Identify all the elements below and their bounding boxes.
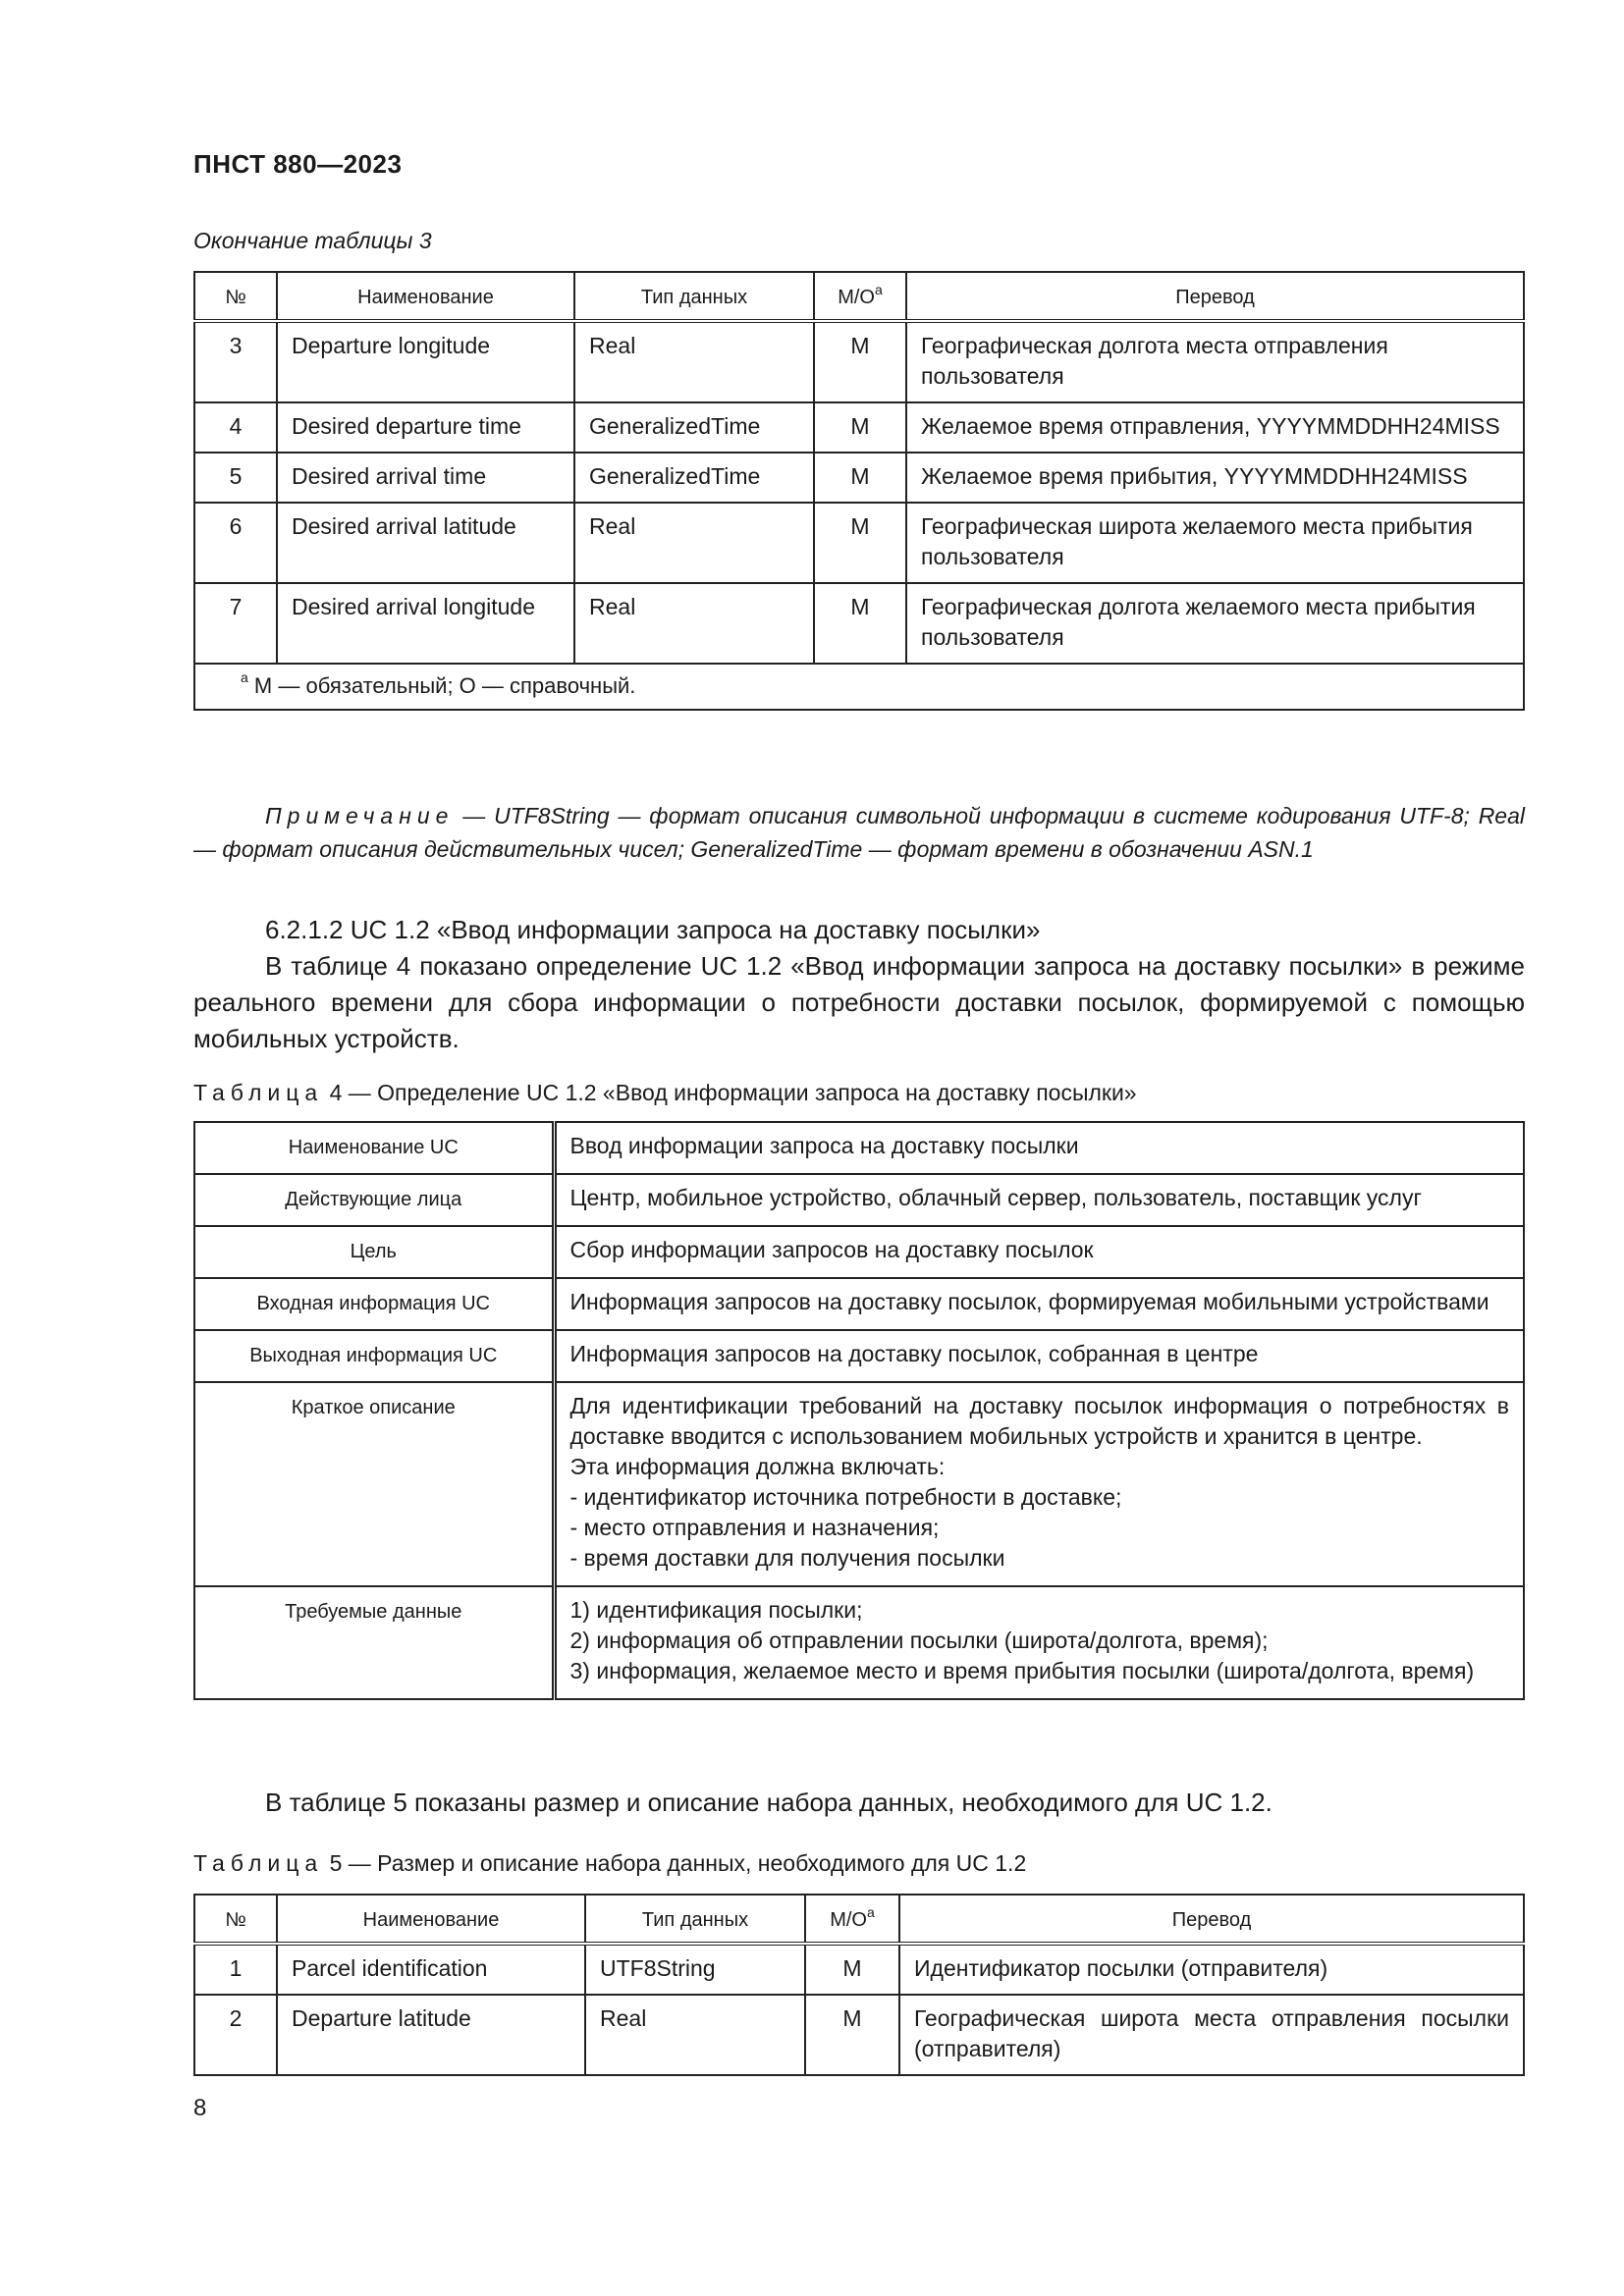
table-row: 5 Desired arrival time GeneralizedTime M Желаемое время прибытия, YYYYMMDDHH24MISS: [194, 453, 1524, 503]
table-row: Требуемые данные 1) идентификация посылки; 2) информация об отправлении посылки (широта/долгота, время); 3) информация, желаемое место и время прибытия посылки (широта/долгота, время): [194, 1586, 1524, 1699]
table-row: Действующие лица Центр, мобильное устройство, облачный сервер, пользователь, поставщик услуг: [194, 1174, 1524, 1226]
col-type: Тип данных: [574, 272, 814, 321]
document-code: ПНСТ 880—2023: [193, 149, 403, 179]
col-number: №: [194, 272, 277, 321]
table-row: Цель Сбор информации запросов на доставку посылок: [194, 1226, 1524, 1278]
table-row: Выходная информация UC Информация запросов на доставку посылок, собранная в центре: [194, 1330, 1524, 1382]
col-translation: Перевод: [899, 1895, 1524, 1944]
col-name: Наименование: [277, 1895, 585, 1944]
table-row: Наименование UC Ввод информации запроса на доставку посылки: [194, 1122, 1524, 1174]
col-mo: $M/O^a$: [805, 1895, 899, 1944]
col-name: Наименование: [277, 272, 574, 321]
table-header-row: [194, 272, 1524, 321]
table5-caption: Таблица 5 — Размер и описание набора данных, необходимого для UC 1.2: [193, 1850, 1027, 1876]
paragraph: В таблице 4 показано определение UC 1.2 «Ввод информации запроса на доставку посылки» в режиме реального времени для сбора информации о потребности доставки посылок, формируемой с помощью мобильных устройств.: [193, 951, 1525, 1053]
table-row: 1 Parcel identification UTF8String M Идентификатор посылки (отправителя): [194, 1944, 1524, 1995]
table4-caption: Таблица 4 — Определение UC 1.2 «Ввод информации запроса на доставку посылки»: [193, 1080, 1137, 1105]
table-row: 3 Departure longitude Real M Географическая долгота места отправления пользователя: [194, 321, 1524, 402]
table-row: 7 Desired arrival longitude Real M Географическая долгота желаемого места прибытия пользователя: [194, 583, 1524, 664]
table-footnote-row: [194, 664, 1524, 710]
table-5: [193, 1894, 1525, 2076]
table-3: [193, 271, 1525, 711]
table-4: [193, 1121, 1525, 1700]
table-row: Краткое описание Для идентификации требований на доставку посылок информация о потребностях в доставке вводится с использованием мобильных устройств и хранится в центре. Эта информация должна включать: - идентификатор источника потребности в доставке; - место отправления и назначения; - время доставки для получения посылки: [194, 1382, 1524, 1586]
table3-note: Примечание — UTF8String — формат описания символьной информации в системе кодирования UTF-8; Real — формат описания действительных чисел; GeneralizedTime — формат времени в обозначении ASN.1: [193, 803, 1525, 862]
table-row: Входная информация UC Информация запросов на доставку посылок, формируемая мобильными устройствами: [194, 1278, 1524, 1330]
table-header-row: [194, 1895, 1524, 1944]
col-translation: Перевод: [906, 272, 1524, 321]
table3-footnote: $^a$ M — обязательный; O — справочный.: [194, 664, 1524, 710]
table-row: 6 Desired arrival latitude Real M Географическая широта желаемого места прибытия пользователя: [194, 503, 1524, 583]
table-row: 2 Departure latitude Real M Географическая широта места отправления посылки (отправителя): [194, 1995, 1524, 2075]
col-number: №: [194, 1895, 277, 1944]
col-type: Тип данных: [585, 1895, 805, 1944]
paragraph: В таблице 5 показаны размер и описание набора данных, необходимого для UC 1.2.: [265, 1788, 1272, 1817]
section-heading: 6.2.1.2 UC 1.2 «Ввод информации запроса на доставку посылки»: [265, 915, 1041, 944]
table-row: 4 Desired departure time GeneralizedTime M Желаемое время отправления, YYYYMMDDHH24MISS: [194, 402, 1524, 453]
page-number: 8: [193, 2095, 207, 2121]
col-mo: $M/O^a$: [814, 272, 906, 321]
table3-caption: Окончание таблицы 3: [193, 228, 432, 253]
